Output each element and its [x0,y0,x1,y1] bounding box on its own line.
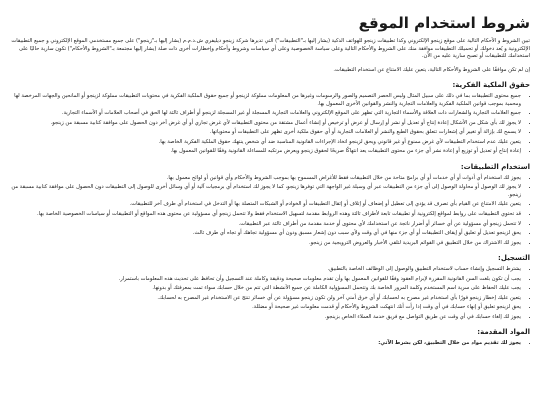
list-item: • إعادة إنتاج أو تعديل أو توزيع أو إعادة نشر أي جزء من محتوى التطبيقات يعد انتهاكًا صريحًا لحقوق زينجو ويعرض مرتكبه للمساءلة القانونية وفقًا للقوانين المعمول بها. [10,148,521,156]
section-app-usage [10,163,530,247]
list-item: • يحق لزينجو تعليق أو إنهاء حسابك في أي وقت إذا رأت أنك انتهكت الشروط والأحكام أو قدمت معلومات غير صحيحة أو مضللة. [10,304,521,312]
intro [10,38,530,74]
list-item: • قد تحتوي التطبيقات على روابط لمواقع إلكترونية أو تطبيقات تابعة لأطراف ثالثة وهذه الروابط مقدمة لتسهيل الاستخدام فقط ولا تتحمل زينجو أي مسؤولية عن محتوى هذه المواقع أو التطبيقات أو سياسات الخصوصية الخاصة بها. [10,211,521,219]
list-item: • يتعين عليك الامتناع عن القيام بأي تصرف قد يؤدي إلى تعطيل أو إضعاف أو إتلاف أو إثقال التطبيقات أو الخوادم أو الشبكات المتصلة بها أو التدخل في استخدام أي طرف آخر للتطبيقات. [10,201,521,209]
section-heading: المواد المقدمة: [477,328,530,337]
list-item: • يجب عليك الحفاظ على سرية اسم المستخدم وكلمة المرور الخاصة بك وتتحمل المسؤولية الكاملة عن جميع الأنشطة التي تتم من خلال حسابك سواء تمت بمعرفتك أو بدونها. [10,285,521,293]
list-item: • يشترط التسجيل وإنشاء حساب لاستخدام التطبيق والوصول إلى الوظائف الخاصة بالتطبيق. [10,266,521,274]
list-item: • جميع العلامات التجارية والشعارات ذات العلاقة والأسماء التجارية التي تظهر على الموقع الإلكتروني والعلامات التجارية المسجلة أو غير المسجلة لزينجو أو أطراف ثالثة لها الحق في أصحاب العلامات أو الأسماء التجارية. [10,110,521,118]
list-item: • يجوز لك الاشتراك من خلال التطبيق في القوائم البريدية لتلقي الأخبار والعروض الترويجية من زينجو. [10,240,521,248]
list-item: • يتعين عليك عدم استخدام التطبيقات لأي غرض ممنوع أو غير قانوني ويحق لزينجو اتخاذ الإجراءات القانونية المناسبة ضد أي شخص ينتهك حقوق الملكية الفكرية الخاصة بها. [10,139,521,147]
intro-paragraph: تبين الشروط و الأحكام التالية على موقع زينجو الإلكتروني وكذا تطبيقات زينجو للهواتف الذكية (يشار إليها بـ"التطبيقات") التي تديرها شركة زينجو ديليفري ش.ذ.م.م (يشار إليها بـ"زينجو") على جميع مستخدمي الموقع الإلكتروني و جميع التطبيقات الإلكترونية و يُعد دخولك أو تحميلك التطبيقات موافقة منك على الشروط والأحكام التالية وعلى سياسة الخصوصية وعلى أي سياسات وشروط وأحكام وإخطارات أخرى ذات صلة (يشار إليها مجتمعة بـ"الشروط والأحكام") تكون سارية حاليًا على استخدامك للتطبيقات أو تصبح سارية عليه من الآن. [11,38,530,60]
section-submitted-materials [10,328,530,348]
bullet-list [10,340,530,348]
list-item: • لا يجوز لك الوصول أو محاولة الوصول إلى أي جزء من التطبيقات عبر أي وسيلة غير الواجهة التي توفرها زينجو، كما لا يجوز لك استخدام أي برمجيات آلية أو أي وسائل أخرى للوصول إلى التطبيقات دون الحصول على موافقة كتابية مسبقة من زينجو. [10,184,521,199]
section-registration [10,254,530,321]
list-item: • لا يجوز لك بأي شكل من الأشكال إعادة إنتاج أو تعديل أو نشر أو إرسال أو عرض أو ترخيص أو إنشاء أعمال مشتقة من محتوى التطبيقات لأي غرض تجاري أو أي غرض آخر دون الحصول على موافقة كتابية مسبقة من زينجو. [10,120,521,128]
list-item: • يجوز لك إلغاء حسابك في أي وقت عن طريق التواصل مع فريق خدمة العملاء الخاص بزينجو. [10,314,521,322]
list-item: • يجوز لك تقديم مواد من خلال التطبيق، لكن بشرط الآتي: [10,340,521,348]
bullet-list [10,175,530,247]
list-item: • لا يسمح لك بإزالة أو تغيير أي إشعارات تتعلق بحقوق الطبع والنشر أو العلامات التجارية أو أي حقوق ملكية أخرى تظهر على التطبيقات أو محتوياتها. [10,129,521,137]
section-heading: استخدام التطبيقات: [460,162,530,171]
bullet-list [10,266,530,321]
section-intellectual-property [10,81,530,156]
list-item: • جميع محتوى التطبيقات بما في ذلك على سبيل المثال وليس الحصر التصميم والصور والرسومات وغيرها من المعلومات مملوكة لزينجو أو جميع حقوق الملكية الفكرية في محتويات التطبيقات مملوكة لزينجو أو المانحين والجهات المرخصة لها ومحمية بموجب قوانين الملكية الفكرية والعلامات التجارية والنشر والقوانين الأخرى المعمول بها. [10,93,521,108]
page-title: شروط استخدام الموقع [358,14,530,32]
section-heading: التسجيل: [498,254,530,263]
bullet-list [10,93,530,156]
list-item: • يجب أن تكون بلغت السن القانونية المقررة لإبرام العقود وفقًا للقوانين المعمول بها وأن تقدم معلومات صحيحة ودقيقة وكاملة عند التسجيل وأن تحافظ على تحديث هذه المعلومات باستمرار. [10,276,521,284]
list-item: • يجوز لك استخدام أي أدوات أو أي خدمات أو أي برامج متاحة من خلال التطبيقات فقط للأغراض المسموح بها بموجب الشروط والأحكام وأي قوانين أو لوائح معمول بها. [10,175,521,183]
list-item: • يتعين عليك إخطار زينجو فورًا بأي استخدام غير مصرح به لحسابك أو أي خرق أمني آخر ولن تكون زينجو مسؤولة عن أي خسائر تنتج عن الاستخدام غير المصرح به لحسابك. [10,295,521,303]
section-heading: حقوق الملكية الفكرية: [452,81,530,90]
list-item: • لا تتحمل زينجو أي مسؤولية عن أي خسائر أو أضرار ناتجة عن استخدامك لأي محتوى أو خدمة مقدمة من أطراف ثالثة عبر التطبيقات. [10,221,521,229]
list-item: • يحق لزينجو تعديل أو تعليق أو إيقاف التطبيقات أو أي جزء منها في أي وقت ولأي سبب دون إشعار مسبق ودون أي مسؤولية تجاهك أو تجاه أي طرف ثالث. [10,230,521,238]
intro-note: إن لم تكن موافقًا على الشروط والأحكام التالية، يتعين عليك الامتناع عن استخدام التطبيقات. [333,66,530,73]
